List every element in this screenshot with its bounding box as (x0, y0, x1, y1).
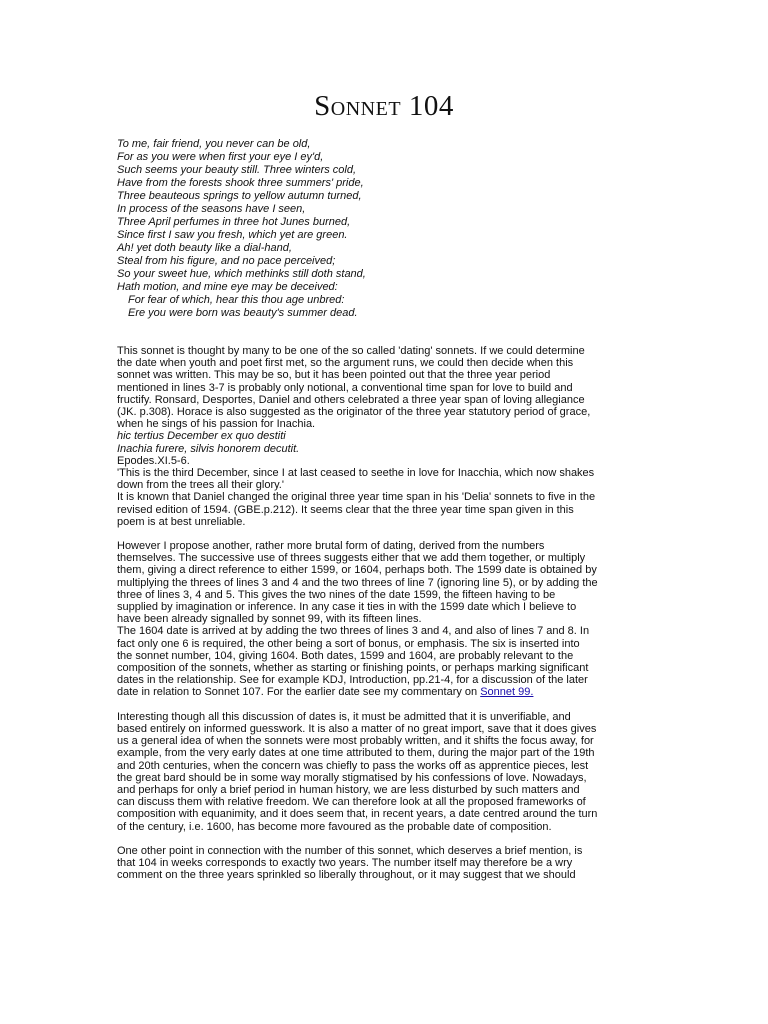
text-line: One other point in connection with the number of this sonnet, which deserves a brief mention, is (117, 844, 583, 857)
text-line: of the century, i.e. 1600, has become more favoured as the probable date of composition. (117, 820, 552, 833)
page-title: Sonnet 104 (314, 90, 454, 122)
latin-quote-line: hic tertius December ex quo destiti (117, 430, 286, 443)
poem-line: Such seems your beauty still. Three winters cold, (117, 164, 357, 176)
text-line: three of lines 3, 4 and 5. This gives the two nines of the date 1599, the fifteen having to be (117, 588, 556, 601)
commentary-paragraph-4 (117, 845, 637, 882)
sonnet-99-link[interactable]: Sonnet 99. (480, 686, 534, 699)
text-line: mentioned in lines 3-7 is probably only notional, a conventional time span for love to build and (117, 381, 573, 394)
text-line: and perhaps for only a brief period in human history, we are less disturbed by such matters and (117, 783, 580, 796)
text-line: when he sings of his passion for Inachia. (117, 418, 316, 431)
text-line: composition of the sonnets, whether as starting or finishing points, or perhaps marking significant (117, 662, 589, 675)
poem-line: In process of the seasons have I seen, (117, 203, 306, 215)
text-line: the date when youth and poet first met, so the argument runs, we could then decide when this (117, 357, 574, 370)
citation-line: Epodes.XI.5-6. (117, 454, 190, 467)
text-line: that 104 in weeks corresponds to exactly two years. The number itself may therefore be a wry (117, 856, 573, 869)
text-line: down from the trees all their glory.' (117, 479, 284, 492)
text-line: dates in the relationship. See for example KDJ, Introduction, pp.21-4, for a discussion of the later (117, 674, 588, 687)
poem-couplet-line: For fear of which, hear this thou age unbred: (128, 294, 345, 306)
text-line: supplied by imagination or inference. In any case it ties in with the 1599 date which I believe to (117, 601, 577, 614)
text-line: sonnet was written. This may be so, but it has been pointed out that the three year period (117, 369, 551, 382)
text-line: comment on the three years sprinkled so liberally throughout, or it may suggest that we should (117, 869, 576, 882)
poem-line: Steal from his figure, and no pace perceived; (117, 255, 336, 267)
text-line: multiplying the threes of lines 3 and 4 and the two threes of line 7 (ignoring line 5), or by adding the (117, 576, 598, 589)
text-line: the great bard should be in some way morally stigmatised by his confessions of love. Nowadays, (117, 771, 587, 784)
text-line: The 1604 date is arrived at by adding the two threes of lines 3 and 4, and also of lines 7 and 8. In (117, 625, 590, 638)
text-line: (JK. p.308). Horace is also suggested as the originator of the three year statutory period of grace, (117, 406, 591, 419)
commentary-paragraph-2 (117, 540, 637, 699)
poem-line: Ah! yet doth beauty like a dial-hand, (117, 242, 292, 254)
text-line: have been already signalled by sonnet 99, with its fifteen lines. (117, 613, 422, 626)
poem-line: Hath motion, and mine eye may be deceived: (117, 281, 338, 293)
text-line: can discuss them with relative freedom. We can therefore look at all the proposed frameworks of (117, 796, 586, 809)
sonnet-poem (117, 138, 637, 320)
text-line: and 20th centuries, when the concern was chiefly to pass the works off as apprentice pieces, lest (117, 759, 589, 772)
text-line: fact only one 6 is required, the other being a sort of bonus, or emphasis. The six is inserted into (117, 637, 580, 650)
text-line: themselves. The successive use of threes suggests either that we add them together, or multiply (117, 552, 586, 565)
text-line: This sonnet is thought by many to be one of the so called 'dating' sonnets. If we could determine (117, 345, 585, 357)
poem-line: Since first I saw you fresh, which yet are green. (117, 229, 348, 241)
poem-couplet-line: Ere you were born was beauty's summer dead. (128, 307, 358, 319)
poem-line: Three April perfumes in three hot Junes burned, (117, 216, 351, 228)
text-line: revised edition of 1594. (GBE.p.212). It seems clear that the three year time span given in this (117, 503, 574, 516)
text-line: the sonnet number, 104, giving 1604. Both dates, 1599 and 1604, are probably relevant to the (117, 649, 574, 662)
poem-line: Have from the forests shook three summers' pride, (117, 177, 364, 189)
commentary-paragraph-1 (117, 345, 637, 528)
text-line: Interesting though all this discussion of dates is, it must be admitted that it is unverifiable, and (117, 710, 571, 723)
text-line: example, from the very early dates at one time attributed to them, during the major part of the 19th (117, 747, 595, 760)
poem-line: For as you were when first your eye I ey'd, (117, 151, 324, 163)
text-line-start: date in relation to Sonnet 107. For the earlier date see my commentary on (117, 686, 478, 699)
text-line: us a general idea of when the sonnets were most probably written, and it shifts the focus away, for (117, 735, 594, 748)
text-line: based entirely on informed guesswork. It is also a matter of no great import, save that it does gives (117, 722, 597, 735)
text-line: poem is at best unreliable. (117, 515, 246, 528)
text-line: However I propose another, rather more brutal form of dating, derived from the numbers (117, 540, 545, 553)
text-line: fructify. Ronsard, Desportes, Daniel and others celebrated a three year span of loving allegiance (117, 393, 585, 406)
text-line (117, 686, 637, 698)
latin-quote-line: Inachia furere, silvis honorem decutit. (117, 442, 300, 455)
text-line: 'This is the third December, since I at last ceased to seethe in love for Inacchia, which now shakes (117, 467, 595, 480)
poem-line: So your sweet hue, which methinks still doth stand, (117, 268, 366, 280)
poem-line: Three beauteous springs to yellow autumn turned, (117, 190, 362, 202)
text-line: It is known that Daniel changed the original three year time span in his 'Delia' sonnets to five in the (117, 491, 596, 504)
commentary-paragraph-3 (117, 711, 637, 833)
text-line: composition with equanimity, and it does seem that, in recent years, a date centred around the turn (117, 808, 598, 821)
poem-line: To me, fair friend, you never can be old, (117, 138, 311, 150)
document-body (117, 138, 637, 881)
text-line: them, giving a direct reference to either 1599, or 1604, perhaps both. The 1599 date is obtained by (117, 564, 597, 577)
